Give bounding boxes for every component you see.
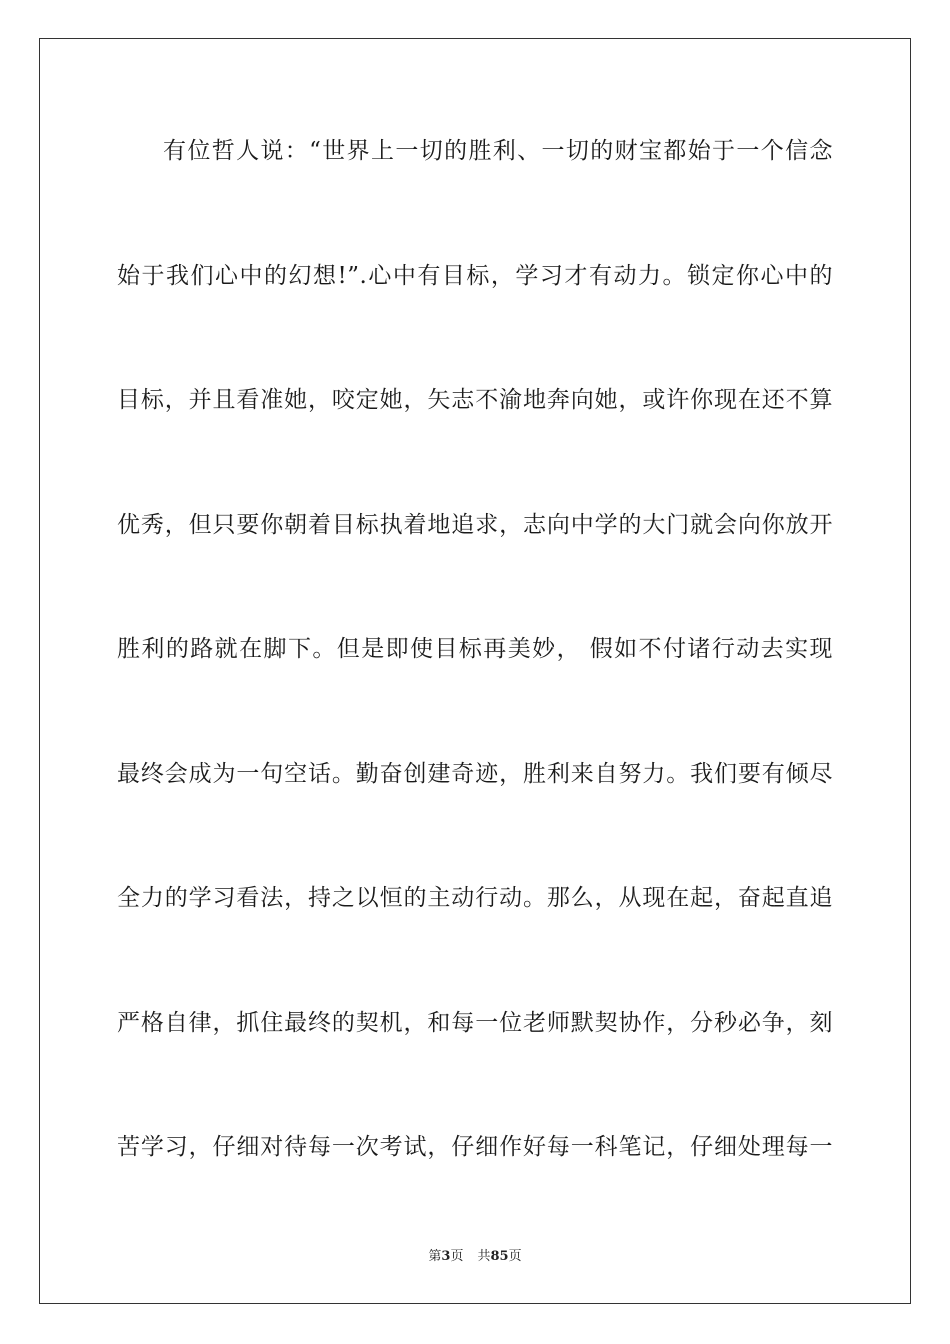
total-suffix: 页 [508, 1249, 522, 1264]
paragraph-line-5: 胜利的路就在脚下。但是即使目标再美妙， 假如不付诸行动去实现 [117, 636, 833, 662]
paragraph-line-7: 全力的学习看法，持之以恒的主动行动。那么，从现在起，奋起直追 [117, 885, 833, 911]
paragraph-line-9: 苦学习，仔细对待每一次考试，仔细作好每一科笔记，仔细处理每一 [117, 1134, 833, 1160]
page-footer [0, 1248, 950, 1266]
page-border [39, 38, 911, 1304]
paragraph-line-1: 有位哲人说：“世界上一切的胜利、一切的财宝都始于一个信念 [163, 138, 833, 164]
page-number: 3 [441, 1249, 451, 1264]
total-prefix: 共 [477, 1249, 491, 1264]
paragraph-line-3: 目标，并且看准她，咬定她，矢志不渝地奔向她，或许你现在还不算 [117, 387, 833, 413]
paragraph-line-8: 严格自律，抓住最终的契机，和每一位老师默契协作，分秒必争，刻 [117, 1010, 833, 1036]
paragraph-line-2: 始于我们心中的幻想!”.心中有目标，学习才有动力。锁定你心中的 [117, 263, 833, 289]
total-pages: 85 [490, 1249, 509, 1264]
paragraph-line-6: 最终会成为一句空话。勤奋创建奇迹，胜利来自努力。我们要有倾尽 [117, 761, 833, 787]
paragraph-line-4: 优秀，但只要你朝着目标执着地追求，志向中学的大门就会向你放开 [117, 512, 833, 538]
page-suffix: 页 [450, 1249, 464, 1264]
page-prefix: 第 [428, 1249, 442, 1264]
